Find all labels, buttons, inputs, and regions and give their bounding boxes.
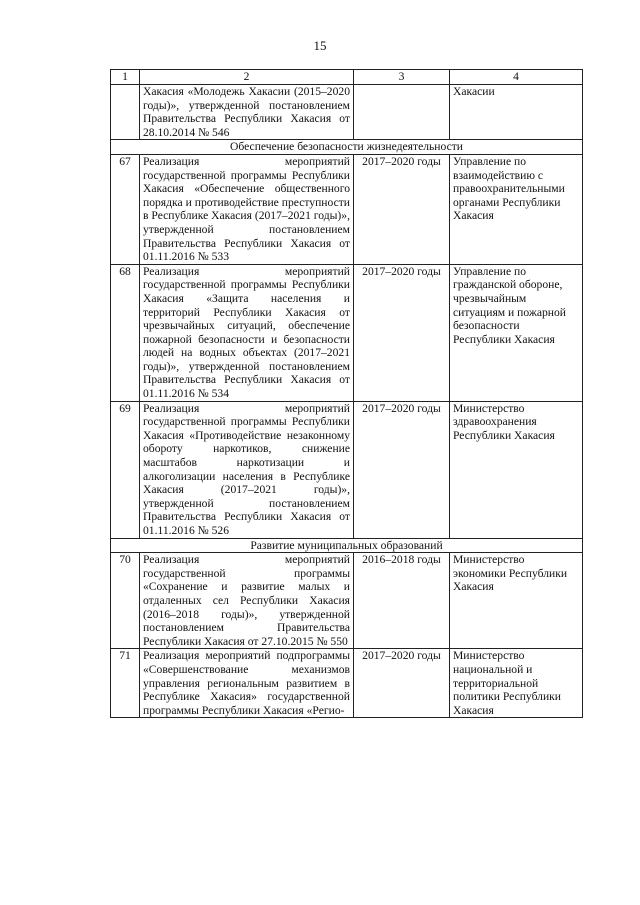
table-row bbox=[111, 649, 583, 718]
row-number: 69 bbox=[111, 401, 140, 538]
row-number bbox=[111, 85, 140, 140]
section-heading-municipal bbox=[111, 538, 583, 553]
column-number-1: 1 bbox=[111, 70, 140, 85]
table-row bbox=[111, 401, 583, 538]
measure-text: Реализация мероприятий государственной программы Республики Хакасия «Защита населения и территорий Республики Хакасия от чрезвычайных ситуаций, обеспечение пожарной безопасности и безопасности людей на водных объектах (2017–2021 годы)», утвержденной постановлением Правительства Республики Хакасия от 01.11.2016 № 534 bbox=[140, 264, 354, 401]
section-title: Обеспечение безопасности жизнедеятельности bbox=[111, 140, 583, 155]
measures-table bbox=[110, 69, 583, 718]
row-number: 68 bbox=[111, 264, 140, 401]
responsible-org: Управление по взаимодействию с правоохранительными органами Республики Хакасия bbox=[450, 154, 583, 264]
column-number-2: 2 bbox=[140, 70, 354, 85]
responsible-org: Министерство национальной и территориальной политики Республики Хакасия bbox=[450, 649, 583, 718]
measure-text: Реализация мероприятий государственной программы Республики Хакасия «Противодействие незаконному обороту наркотиков, снижение масштабов наркотизации и алкоголизации населения в Республике Хакасия (2017–2021 годы)», утвержденной постановлением Правительства Республики Хакасия от 01.11.2016 № 526 bbox=[140, 401, 354, 538]
measure-text: Реализация мероприятий подпрограммы «Совершенствование механизмов управления региональным развитием в Республике Хакасия» государственной программы Республики Хакасия «Регио- bbox=[140, 649, 354, 718]
table-row bbox=[111, 264, 583, 401]
period: 2017–2020 годы bbox=[354, 154, 450, 264]
section-title: Развитие муниципальных образований bbox=[111, 538, 583, 553]
table-row bbox=[111, 553, 583, 649]
period: 2017–2020 годы bbox=[354, 401, 450, 538]
row-number: 71 bbox=[111, 649, 140, 718]
page-number: 15 bbox=[313, 38, 327, 53]
row-number: 67 bbox=[111, 154, 140, 264]
period: 2016–2018 годы bbox=[354, 553, 450, 649]
table-row bbox=[111, 154, 583, 264]
responsible-org: Управление по гражданской обороне, чрезвычайным ситуациям и пожарной безопасности Республики Хакасия bbox=[450, 264, 583, 401]
measure-text: Реализация мероприятий государственной программы Республики Хакасия «Обеспечение общественного порядка и противодействие преступности в Республике Хакасия (2017–2021 годы)», утвержденной постановлением Правительства Республики Хакасия от 01.11.2016 № 533 bbox=[140, 154, 354, 264]
measure-text: Реализация мероприятий государственной программы «Сохранение и развитие малых и отдаленных сел Республики Хакасия (2016–2018 годы)», утвержденной постановлением Правительства Республики Хакасия от 27.10.2015 № 550 bbox=[140, 553, 354, 649]
column-number-4: 4 bbox=[450, 70, 583, 85]
table-row-continuation bbox=[111, 85, 583, 140]
measure-text: Хакасия «Молодежь Хакасии (2015–2020 годы)», утвержденной постановлением Правительства Республики Хакасия от 28.10.2014 № 546 bbox=[140, 85, 354, 140]
period: 2017–2020 годы bbox=[354, 649, 450, 718]
column-number-3: 3 bbox=[354, 70, 450, 85]
responsible-org: Министерство экономики Республики Хакасия bbox=[450, 553, 583, 649]
row-number: 70 bbox=[111, 553, 140, 649]
section-heading-safety bbox=[111, 140, 583, 155]
period bbox=[354, 85, 450, 140]
period: 2017–2020 годы bbox=[354, 264, 450, 401]
responsible-org: Хакасии bbox=[450, 85, 583, 140]
column-number-header bbox=[111, 70, 583, 85]
responsible-org: Министерство здравоохранения Республики Хакасия bbox=[450, 401, 583, 538]
